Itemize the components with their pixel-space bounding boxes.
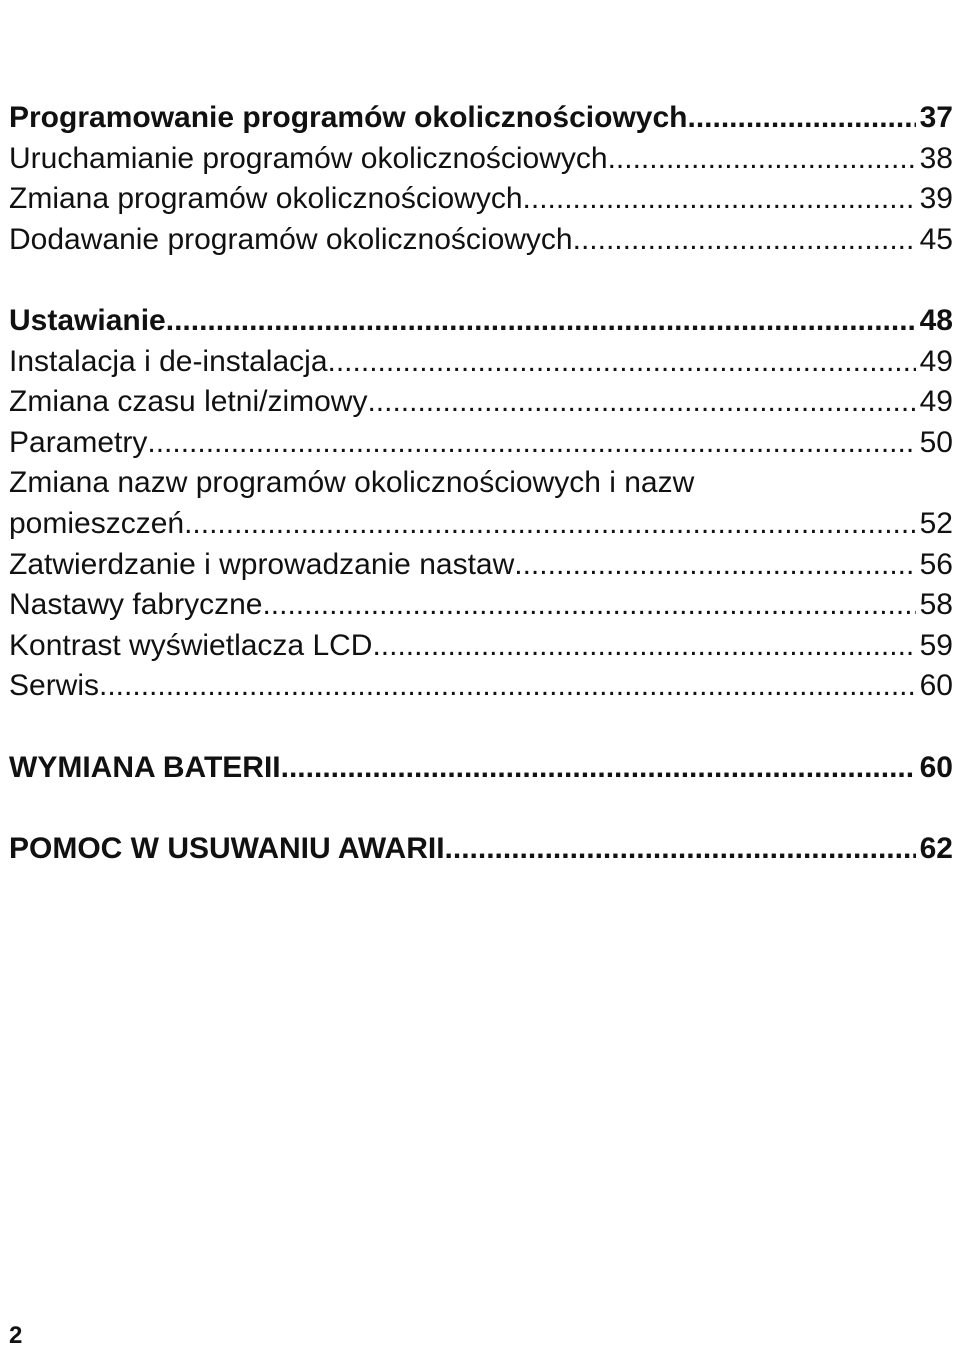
toc-dot-leader [367,382,915,423]
table-of-contents [9,98,953,869]
toc-dot-leader [166,301,916,342]
toc-dot-leader [281,748,916,789]
toc-entry-page: 45 [919,222,953,256]
toc-entry-page: 60 [919,669,953,703]
toc-entry-title: Kontrast wyświetlacza LCD [9,628,373,662]
toc-entry-multiline [9,463,953,544]
toc-entry [9,626,953,667]
toc-entry-page: 58 [919,588,953,622]
toc-entry-page: 60 [919,750,953,784]
toc-entry-page: 37 [919,101,953,134]
toc-entry-title: Zatwierdzanie i wprowadzanie nastaw [9,547,515,581]
toc-dot-leader [445,829,916,870]
toc-entry-page: 38 [919,141,953,175]
toc-entry-title: Serwis [9,669,100,703]
toc-entry [9,382,953,423]
toc-entry-page: 50 [919,425,953,459]
toc-dot-leader [573,220,916,261]
toc-entry-title: Instalacja i de-instalacja [9,344,328,378]
toc-entry-title: Ustawianie [9,303,166,337]
toc-entry-title: Dodawanie programów okolicznościowych [9,222,573,256]
toc-entry-title-line1: Zmiana nazw programów okolicznościowych i nazw [9,466,695,500]
toc-dot-leader [147,423,915,464]
toc-entry [9,98,953,139]
toc-entry [9,220,953,261]
toc-entry-title: Nastawy fabryczne [9,588,263,622]
toc-entry-title: WYMIANA BATERII [9,750,281,784]
toc-entry [9,829,953,870]
toc-entry-page: 39 [919,182,953,216]
toc-entry [9,139,953,180]
toc-entry-page: 52 [919,506,953,540]
toc-dot-leader [184,504,916,545]
toc-dot-leader [608,139,916,180]
toc-dot-leader [523,179,916,220]
page-number: 2 [9,1322,23,1349]
toc-dot-leader [328,342,916,383]
toc-entry-title: POMOC W USUWANIU AWARII [9,831,445,865]
toc-entry-title: Zmiana programów okolicznościowych [9,182,523,216]
toc-entry [9,748,953,789]
toc-entry [9,504,953,545]
toc-entry-page: 49 [919,385,953,419]
toc-entry-page: 56 [919,547,953,581]
toc-dot-leader [372,626,915,667]
toc-entry-page: 48 [919,303,953,337]
toc-entry [9,301,953,342]
toc-entry [9,666,953,707]
toc-entry [9,585,953,626]
toc-entry-page: 62 [919,831,953,865]
toc-entry-title-line2: pomieszczeń [9,506,185,540]
toc-dot-leader [99,666,916,707]
toc-entry-title: Uruchamianie programów okolicznościowych [9,141,608,175]
toc-dot-leader [687,98,915,139]
toc-entry [9,179,953,220]
toc-entry-title: Parametry [9,425,148,459]
toc-entry-title: Zmiana czasu letni/zimowy [9,385,368,419]
toc-entry [9,342,953,383]
toc-entry-title: Programowanie programów okolicznościowych [9,101,688,134]
toc-entry-page: 49 [919,344,953,378]
toc-dot-leader [514,545,915,586]
toc-entry [9,545,953,586]
toc-dot-leader [262,585,915,626]
toc-entry [9,423,953,464]
toc-entry-page: 59 [919,628,953,662]
